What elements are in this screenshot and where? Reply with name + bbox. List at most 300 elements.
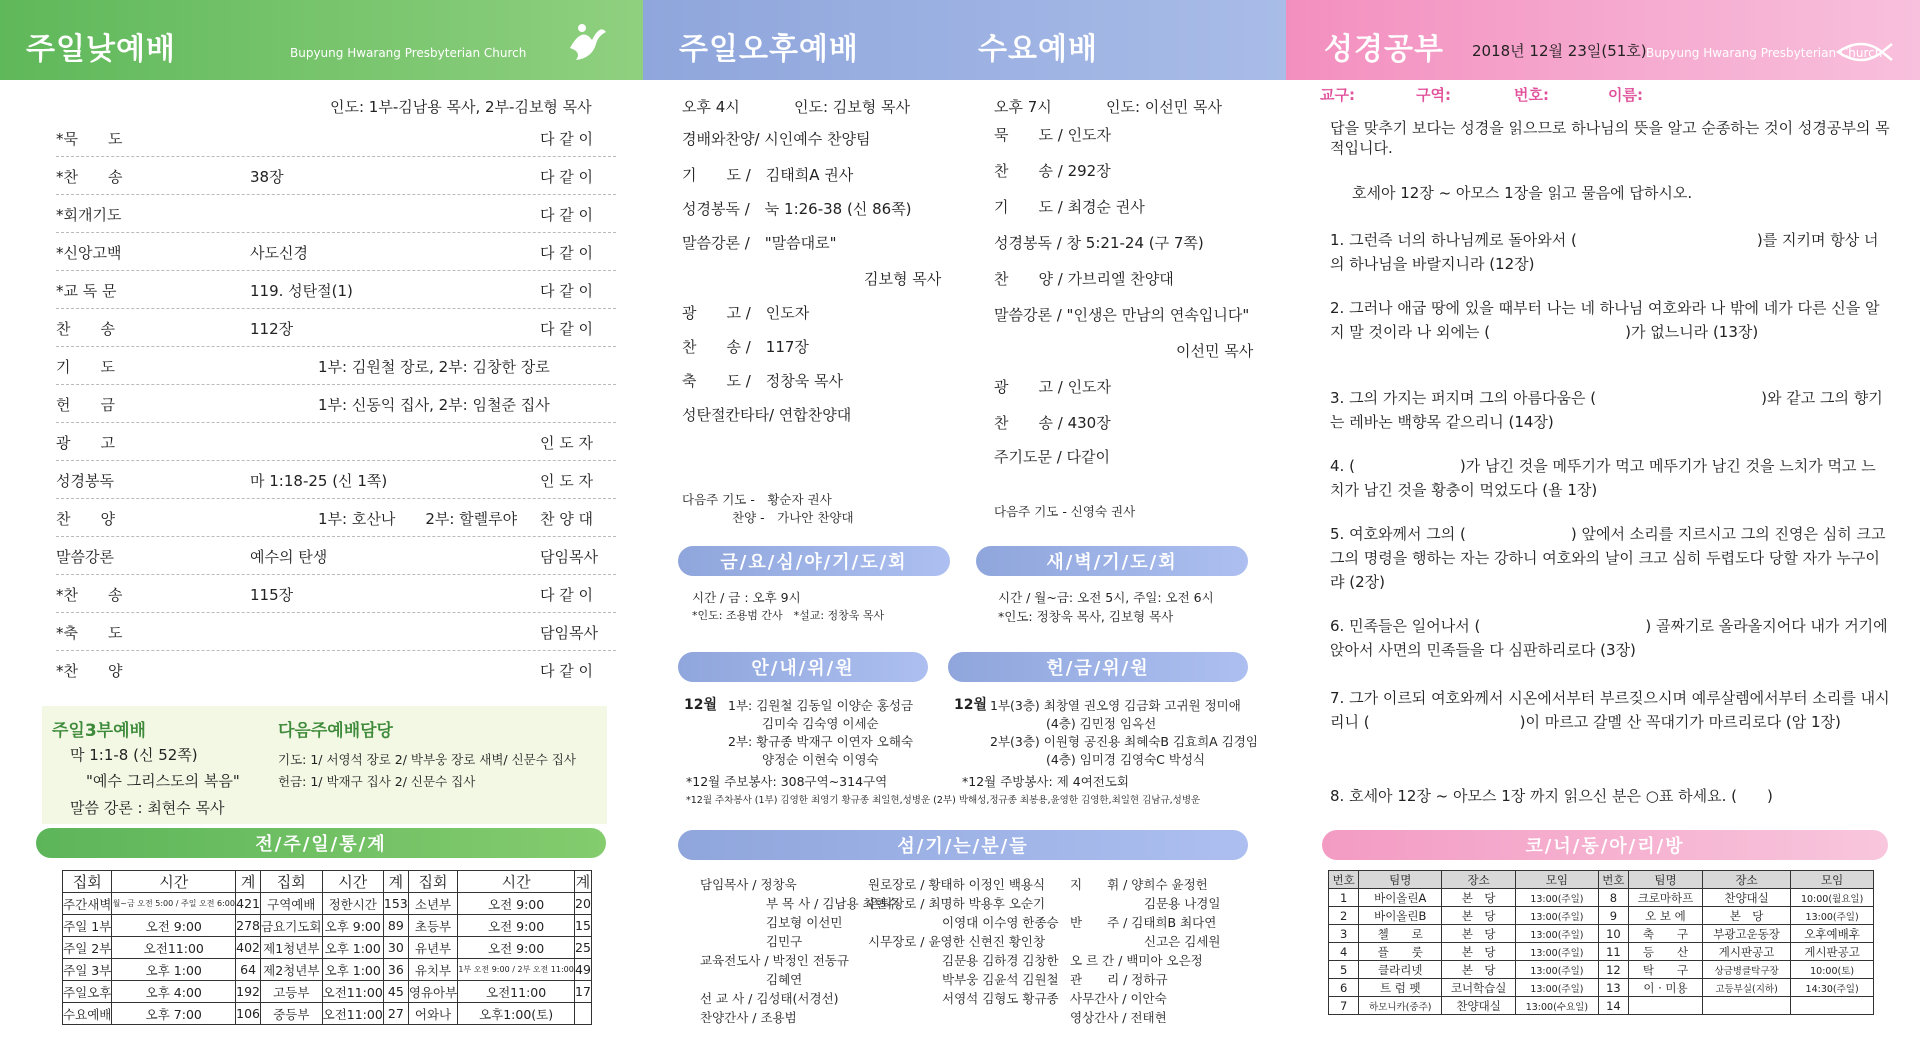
offering-line: (4층) 김민정 임옥선 <box>1046 716 1157 731</box>
order-item-name: 말씀강론 <box>56 548 114 566</box>
corner-header: 팀명 <box>1359 871 1442 889</box>
attendance-header: 집회 <box>63 871 112 893</box>
third-service-preacher: 말씀 강론 : 최현수 목사 <box>70 799 225 817</box>
bible-banner <box>1286 0 1920 80</box>
staff-line: 박부웅 김윤석 김원철 <box>942 972 1059 987</box>
attendance-cell: 오후 1:00 <box>322 937 383 959</box>
next-week-prayer: 기도: 1/ 서영석 장로 2/ 박부웅 장로 새벽/ 신문수 집사 <box>278 752 576 767</box>
attendance-cell: 153 <box>383 893 408 915</box>
attendance-cell: 오후 9:00 <box>322 915 383 937</box>
guide-line: 1부: 김원철 김동일 이양순 홍성금 <box>728 698 914 713</box>
friday-prayer-time: 시간 / 금 : 오후 9시 <box>692 590 801 605</box>
bible-question: 7. 그가 이르되 여호와께서 시온에서부터 부르짖으시며 예루살렘에서부터 소리를 내시리니 ( )이 마르고 갈멜 산 꼭대기가 마르리로다 (암 1장) <box>1330 689 1890 731</box>
bible-question: 4. ( )가 남긴 것을 메뚜기가 먹고 메뚜기가 남긴 것을 느치가 먹고 느치가 남긴 것을 황충이 먹었도다 (욜 1장) <box>1330 457 1876 499</box>
attendance-header: 계 <box>236 871 261 893</box>
attendance-cell: 오전 9:00 <box>458 937 575 959</box>
bible-field-label: 구역: <box>1416 86 1451 104</box>
morning-title: 주일낮예배 <box>26 32 176 67</box>
attendance-header: 시간 <box>458 871 575 893</box>
order-divider <box>56 194 616 195</box>
attendance-header: 계 <box>383 871 408 893</box>
staff-line: 김민구 <box>766 934 803 949</box>
guide-line: 김미숙 김숙영 이세순 <box>762 716 879 731</box>
afternoon-item: 말씀강론 / "말씀대로" <box>682 234 837 252</box>
staff-line: 관 리 / 정하규 <box>1070 972 1168 987</box>
attendance-cell: 421 <box>236 893 261 915</box>
bible-field-label: 번호: <box>1514 86 1549 104</box>
bulletin-service: *12월 주보봉사: 308구역~314구역 <box>686 774 888 789</box>
corner-row <box>1329 979 1874 997</box>
order-item-person: 다 같 이 <box>540 206 594 224</box>
attendance-cell: 17 <box>575 981 592 1003</box>
attendance-cell: 오후 1:00 <box>112 959 236 981</box>
staff-line: 지 휘 / 양희수 윤정헌 <box>1070 877 1208 892</box>
attendance-cell: 오전11:00 <box>322 1003 383 1025</box>
attendance-cell: 25 <box>575 937 592 959</box>
corner-cell: 13:00(주일) <box>1791 907 1874 925</box>
order-divider <box>56 498 616 499</box>
wednesday-item: 이선민 목사 <box>1176 342 1254 360</box>
afternoon-item: 김보형 목사 <box>864 270 942 288</box>
order-divider <box>56 422 616 423</box>
attendance-cell: 제1청년부 <box>261 937 323 959</box>
attendance-cell: 주일 3부 <box>63 959 112 981</box>
corner-cell <box>1791 997 1874 1015</box>
corner-cell: 10:00(토) <box>1791 961 1874 979</box>
attendance-cell: 오후 1:00 <box>322 959 383 981</box>
staff-line: 원로장로 / 황태하 이정인 백용식 <box>868 877 1046 892</box>
next-week-offering: 헌금: 1/ 박재구 집사 2/ 신문수 집사 <box>278 774 476 789</box>
guide-title: 안/내/위/원 <box>678 652 928 682</box>
attendance-cell: 20 <box>575 893 592 915</box>
bible-question: 6. 민족들은 일어나서 ( ) 골짜기로 올라올지어다 내가 거기에 앉아서 사면의 민족들을 다 심판하리로다 (3장) <box>1330 617 1888 659</box>
morning-banner <box>0 0 643 80</box>
attendance-row <box>63 959 592 981</box>
staff-title: 섬/기/는/분/들 <box>678 830 1248 860</box>
order-item-detail: 1부: 신동익 집사, 2부: 임철준 집사 <box>318 396 550 414</box>
staff-line: 김혜연 <box>766 972 803 987</box>
bible-intro: 답을 맞추기 보다는 성경을 읽으므로 하나님의 뜻을 알고 순종하는 것이 성경공부의 목적입니다. <box>1330 119 1890 157</box>
order-item-detail: 119. 성탄절(1) <box>250 282 353 300</box>
bible-question: 5. 여호와께서 그의 ( ) 앞에서 소리를 지르시고 그의 진영은 심히 크고 그의 명령을 행하는 자는 강하니 여호와의 날이 크고 심히 두렵도다 당할 자가 누구이랴 (2장) <box>1330 525 1886 591</box>
afternoon-next-praise: 찬양 - 가나안 찬양대 <box>732 510 854 525</box>
attendance-cell: 오전 9:00 <box>458 893 575 915</box>
attendance-row <box>63 893 592 915</box>
wednesday-item: 주기도문 / 다같이 <box>994 448 1111 466</box>
wednesday-title: 수요예배 <box>978 32 1098 67</box>
guide-month: 12월 <box>684 697 718 713</box>
afternoon-item: 성경봉독 / 눅 1:26-38 (신 86쪽) <box>682 200 912 218</box>
attendance-cell: 49 <box>575 959 592 981</box>
corner-cell: 고등부실(지하) <box>1702 979 1790 997</box>
attendance-cell: 36 <box>383 959 408 981</box>
attendance-cell: 초등부 <box>408 915 457 937</box>
attendance-header: 시간 <box>322 871 383 893</box>
afternoon-title: 주일오후예배 <box>679 32 859 67</box>
corner-cell <box>1629 997 1703 1015</box>
order-item-person: 찬 양 대 <box>540 510 594 528</box>
staff-line: 김문용 나경일 <box>1144 896 1221 911</box>
attendance-title: 전/주/일/통/계 <box>36 828 606 858</box>
afternoon-leader: 인도: 김보형 목사 <box>794 98 911 116</box>
attendance-cell: 유치부 <box>408 959 457 981</box>
corner-cell: 13:00(주일) <box>1516 925 1599 943</box>
order-item-name: *찬 양 <box>56 662 123 680</box>
offering-line: 1부(3층) 최창열 권오영 김금화 고귀원 정미애 <box>990 698 1241 713</box>
order-item-person: 담임목사 <box>540 548 598 566</box>
bible-field-label: 이름: <box>1608 86 1643 104</box>
corner-cell: 축 구 <box>1629 925 1703 943</box>
order-item-person: 다 같 이 <box>540 586 594 604</box>
dove-icon <box>562 18 612 68</box>
corner-cell: 코너학습실 <box>1442 979 1516 997</box>
order-divider <box>56 460 616 461</box>
staff-line: 이영대 이수영 한종승 <box>942 915 1059 930</box>
attendance-cell: 45 <box>383 981 408 1003</box>
order-item-name: 헌 금 <box>56 396 115 414</box>
order-item-name: *신앙고백 <box>56 244 122 262</box>
attendance-cell: 27 <box>383 1003 408 1025</box>
corner-cell: 6 <box>1329 979 1359 997</box>
afternoon-time: 오후 4시 <box>682 98 740 116</box>
attendance-cell: 영유아부 <box>408 981 457 1003</box>
order-item-detail: 112장 <box>250 320 294 338</box>
corner-header: 모임 <box>1516 871 1599 889</box>
order-divider <box>56 308 616 309</box>
corner-cell: 본 당 <box>1442 889 1516 907</box>
corner-cell <box>1702 997 1790 1015</box>
attendance-header: 계 <box>575 871 592 893</box>
afternoon-item: 성탄절칸타타/ 연합찬양대 <box>682 406 852 424</box>
corner-cell: 13 <box>1598 979 1628 997</box>
attendance-cell: 중등부 <box>261 1003 323 1025</box>
order-item-name: 기 도 <box>56 358 115 376</box>
corner-cell: 3 <box>1329 925 1359 943</box>
offering-month: 12월 <box>954 697 988 713</box>
guide-line: 양정순 이현숙 이영숙 <box>762 752 879 767</box>
corner-row <box>1329 997 1874 1015</box>
parking-service: *12월 주차봉사 (1부) 김영한 최영기 황규종 최일현,성병운 (2부) 박해성,정규종 최봉용,윤영한 김영한,최일현 김남규,성병운 <box>686 795 1201 806</box>
corner-row <box>1329 943 1874 961</box>
order-item-person: 다 같 이 <box>540 130 594 148</box>
order-item-person: 다 같 이 <box>540 662 594 680</box>
corner-cell: 본 당 <box>1442 943 1516 961</box>
attendance-cell <box>575 1003 592 1025</box>
offering-line: (4층) 임미경 김영숙C 박성식 <box>1046 752 1206 767</box>
attendance-cell: 오후1:00(토) <box>458 1003 575 1025</box>
attendance-cell: 구역예배 <box>261 893 323 915</box>
corner-header: 번호 <box>1598 871 1628 889</box>
staff-line: 김문용 김하경 김창한 <box>942 953 1059 968</box>
attendance-cell: 오전11:00 <box>112 937 236 959</box>
corner-cell: 12 <box>1598 961 1628 979</box>
wednesday-time: 오후 7시 <box>994 98 1052 116</box>
afternoon-next-prayer: 다음주 기도 - 황순자 권사 <box>682 492 832 507</box>
attendance-cell: 1부 오전 9:00 / 2부 오전 11:00 <box>458 959 575 981</box>
attendance-cell: 주일 1부 <box>63 915 112 937</box>
staff-line: 영상간사 / 전태현 <box>1070 1010 1167 1025</box>
attendance-cell: 고등부 <box>261 981 323 1003</box>
afternoon-item: 찬 송 / 117장 <box>682 338 809 356</box>
order-divider <box>56 270 616 271</box>
wednesday-next-prayer: 다음주 기도 - 신영숙 권사 <box>994 504 1136 519</box>
fish-icon <box>1834 40 1894 64</box>
corner-cell: 13:00(주일) <box>1516 979 1599 997</box>
attendance-cell: 278 <box>236 915 261 937</box>
corner-cell: 찬양대실 <box>1442 997 1516 1015</box>
attendance-cell: 64 <box>236 959 261 981</box>
attendance-cell: 주일 2부 <box>63 937 112 959</box>
bible-question: 8. 호세아 12장 ~ 아모스 1장 까지 읽으신 분은 ○표 하세요. ( ) <box>1330 787 1773 805</box>
staff-line: 서영석 김형도 황규종 <box>942 991 1059 1006</box>
attendance-row <box>63 937 592 959</box>
attendance-cell: 제2청년부 <box>261 959 323 981</box>
attendance-cell: 192 <box>236 981 261 1003</box>
wednesday-item: 찬 송 / 430장 <box>994 414 1111 432</box>
corner-cell: 바이올린B <box>1359 907 1442 925</box>
attendance-row <box>63 981 592 1003</box>
corner-cell: 이 · 미용 <box>1629 979 1703 997</box>
attendance-cell: 106 <box>236 1003 261 1025</box>
order-item-name: *교 독 문 <box>56 282 117 300</box>
kitchen-service: *12월 주방봉사: 제 4여전도회 <box>962 774 1129 789</box>
staff-line: 부 목 사 / 김남용 최현수 <box>766 896 899 911</box>
corner-cell: 등 산 <box>1629 943 1703 961</box>
attendance-cell: 오전11:00 <box>458 981 575 1003</box>
staff-line: 사무간사 / 이안숙 <box>1070 991 1167 1006</box>
next-week-title: 다음주예배담당 <box>278 721 393 741</box>
order-item-person: 다 같 이 <box>540 282 594 300</box>
bible-question: 1. 그런즉 너의 하나님께로 돌아와서 ( )를 지키며 항상 너의 하나님을 바랄지니라 (12장) <box>1330 231 1879 273</box>
attendance-cell: 주간새벽 <box>63 893 112 915</box>
order-item-name: *회개기도 <box>56 206 122 224</box>
corner-row <box>1329 889 1874 907</box>
corner-cell: 13:00(주일) <box>1516 907 1599 925</box>
order-item-name: 찬 양 <box>56 510 115 528</box>
attendance-cell: 유년부 <box>408 937 457 959</box>
corner-cell: 13:00(주일) <box>1516 961 1599 979</box>
order-item-name: *축 도 <box>56 624 123 642</box>
wednesday-item: 찬 양 / 가브리엘 찬양대 <box>994 270 1174 288</box>
bible-title: 성경공부 <box>1324 32 1444 67</box>
order-item-detail: 38장 <box>250 168 284 186</box>
corner-cell: 트 럼 펫 <box>1359 979 1442 997</box>
staff-line: 신고은 김세원 <box>1144 934 1221 949</box>
corner-cell: 13:00(수요일) <box>1516 997 1599 1015</box>
corner-table <box>1328 870 1874 1015</box>
staff-line: 교육전도사 / 박정인 전동규 <box>700 953 849 968</box>
order-divider <box>56 612 616 613</box>
order-item-name: 찬 송 <box>56 320 115 338</box>
staff-line: 은퇴장로 / 최명하 박용후 오순기 <box>868 896 1046 911</box>
attendance-header: 시간 <box>112 871 236 893</box>
attendance-cell: 오후 4:00 <box>112 981 236 1003</box>
order-item-detail: 사도신경 <box>250 244 308 262</box>
church-name: Bupyung Hwarang Presbyterian Church <box>290 46 527 60</box>
order-item-person: 인 도 자 <box>540 472 594 490</box>
staff-line: 오 르 간 / 백미아 오은정 <box>1070 953 1203 968</box>
dawn-prayer-title: 새/벽/기/도/회 <box>976 546 1248 576</box>
corner-cell: 9 <box>1598 907 1628 925</box>
attendance-row <box>63 915 592 937</box>
attendance-cell: 수요예배 <box>63 1003 112 1025</box>
third-service-sermon: "예수 그리스도의 복음" <box>86 772 240 790</box>
offering-line: 2부(3층) 이원형 공진용 최혜숙B 김효희A 김경임 <box>990 734 1258 749</box>
corner-cell: 본 당 <box>1442 907 1516 925</box>
corner-cell: 찬양대실 <box>1702 889 1790 907</box>
corner-cell: 게시판공고 <box>1702 943 1790 961</box>
order-divider <box>56 574 616 575</box>
order-item-person: 담임목사 <box>540 624 598 642</box>
order-item-person: 다 같 이 <box>540 320 594 338</box>
attendance-cell: 30 <box>383 937 408 959</box>
corner-cell: 11 <box>1598 943 1628 961</box>
staff-line: 찬양간사 / 조용범 <box>700 1010 797 1025</box>
order-divider <box>56 346 616 347</box>
third-service-passage: 막 1:1-8 (신 52쪽) <box>70 746 198 764</box>
corner-cell: 10:00(월요일) <box>1791 889 1874 907</box>
afternoon-banner <box>643 0 1286 80</box>
corner-cell: 2 <box>1329 907 1359 925</box>
order-divider <box>56 536 616 537</box>
afternoon-item: 기 도 / 김태희A 권사 <box>682 166 854 184</box>
corner-cell: 크로마하프 <box>1629 889 1703 907</box>
order-item-detail: 예수의 탄생 <box>250 548 328 566</box>
attendance-header: 집회 <box>261 871 323 893</box>
attendance-row <box>63 1003 592 1025</box>
order-item-person: 다 같 이 <box>540 244 594 262</box>
order-item-detail: 1부: 호산나 2부: 할렐루야 <box>318 510 518 528</box>
dawn-prayer-time: 시간 / 월~금: 오전 5시, 주일: 오전 6시 <box>998 590 1214 605</box>
attendance-cell: 소년부 <box>408 893 457 915</box>
order-divider <box>56 232 616 233</box>
corner-cell: 탁 구 <box>1629 961 1703 979</box>
wednesday-item: 광 고 / 인도자 <box>994 378 1112 396</box>
order-item-detail: 1부: 김원철 장로, 2부: 김창한 장로 <box>318 358 550 376</box>
church-name-right: Bupyung Hwarang Presbyterian Church <box>1646 46 1883 60</box>
afternoon-item: 경배와찬양/ 시인예수 찬양팀 <box>682 130 871 148</box>
corner-header: 번호 <box>1329 871 1359 889</box>
bible-question: 3. 그의 가지는 퍼지며 그의 아름다움은 ( )와 같고 그의 향기는 레바논 백향목 같으리니 (14장) <box>1330 389 1883 431</box>
corner-cell: 본 당 <box>1702 907 1790 925</box>
order-item-name: 광 고 <box>56 434 115 452</box>
order-item-detail: 115장 <box>250 586 294 604</box>
attendance-cell: 89 <box>383 915 408 937</box>
offering-committee-title: 헌/금/위/원 <box>948 652 1248 682</box>
wednesday-item: 성경봉독 / 창 5:21-24 (구 7쪽) <box>994 234 1204 252</box>
attendance-cell: 오전 9:00 <box>112 915 236 937</box>
corner-cell: 플 룻 <box>1359 943 1442 961</box>
attendance-cell: 오전11:00 <box>322 981 383 1003</box>
attendance-cell: 월~금 오전 5:00 / 주일 오전 6:00 <box>112 893 236 915</box>
corner-cell: 부광고운동장 <box>1702 925 1790 943</box>
wednesday-item: 찬 송 / 292장 <box>994 162 1111 180</box>
wednesday-item: 말씀강론 / "인생은 만남의 연속입니다" <box>994 306 1250 324</box>
morning-leaders: 인도: 1부-김남용 목사, 2부-김보형 목사 <box>330 98 592 116</box>
order-item-detail: 마 1:18-25 (신 1쪽) <box>250 472 388 490</box>
corner-cell: 1 <box>1329 889 1359 907</box>
attendance-cell: 주일오후 <box>63 981 112 1003</box>
wednesday-item: 기 도 / 최경순 권사 <box>994 198 1145 216</box>
attendance-cell: 금요기도회 <box>261 915 323 937</box>
guide-line: 2부: 황규종 박재구 이연자 오해숙 <box>728 734 914 749</box>
corner-cell: 오 보 에 <box>1629 907 1703 925</box>
corner-cell: 첼 로 <box>1359 925 1442 943</box>
corner-cell: 하모니카(중주) <box>1359 997 1442 1015</box>
order-divider <box>56 384 616 385</box>
corner-header: 모임 <box>1791 871 1874 889</box>
attendance-cell: 오전 9:00 <box>458 915 575 937</box>
afternoon-item: 광 고 / 인도자 <box>682 304 810 322</box>
corner-row <box>1329 907 1874 925</box>
corner-cell: 14:30(주일) <box>1791 979 1874 997</box>
corner-title: 코/너/동/아/리/방 <box>1322 830 1888 860</box>
corner-cell: 4 <box>1329 943 1359 961</box>
staff-line: 김보형 이선민 <box>766 915 843 930</box>
staff-line: 담임목사 / 정창욱 <box>700 877 797 892</box>
corner-cell: 13:00(주일) <box>1516 889 1599 907</box>
corner-cell: 게시판공고 <box>1791 943 1874 961</box>
corner-cell: 8 <box>1598 889 1628 907</box>
order-item-person: 다 같 이 <box>540 168 594 186</box>
order-divider <box>56 156 616 157</box>
order-divider <box>56 650 616 651</box>
order-item-person: 인 도 자 <box>540 434 594 452</box>
corner-cell: 오후예배후 <box>1791 925 1874 943</box>
corner-row <box>1329 925 1874 943</box>
order-item-name: *찬 송 <box>56 168 123 186</box>
corner-cell: 14 <box>1598 997 1628 1015</box>
corner-cell: 13:00(주일) <box>1516 943 1599 961</box>
corner-cell: 7 <box>1329 997 1359 1015</box>
attendance-table <box>62 870 592 1025</box>
order-item-name: *묵 도 <box>56 130 123 148</box>
attendance-cell: 어와나 <box>408 1003 457 1025</box>
staff-line: 반 주 / 김태희B 최다연 <box>1070 915 1217 930</box>
attendance-cell: 정한시간 <box>322 893 383 915</box>
corner-cell: 10 <box>1598 925 1628 943</box>
corner-header: 장소 <box>1702 871 1790 889</box>
dawn-prayer-people: *인도: 정창욱 목사, 김보형 목사 <box>998 609 1174 624</box>
corner-row <box>1329 961 1874 979</box>
wednesday-item: 묵 도 / 인도자 <box>994 126 1112 144</box>
bible-question: 2. 그러나 애굽 땅에 있을 때부터 나는 네 하나님 여호와라 나 밖에 네가 다른 신을 알지 말 것이라 나 외에는 ( )가 없느니라 (13장) <box>1330 299 1880 341</box>
corner-cell: 본 당 <box>1442 961 1516 979</box>
corner-cell: 상금병클탁구장 <box>1702 961 1790 979</box>
corner-cell: 바이올린A <box>1359 889 1442 907</box>
attendance-header: 집회 <box>408 871 457 893</box>
corner-header: 장소 <box>1442 871 1516 889</box>
corner-header: 팀명 <box>1629 871 1703 889</box>
afternoon-item: 축 도 / 정창욱 목사 <box>682 372 844 390</box>
bible-instruction: 호세아 12장 ~ 아모스 1장을 읽고 물음에 답하시오. <box>1352 184 1693 202</box>
attendance-cell: 15 <box>575 915 592 937</box>
order-item-name: *찬 송 <box>56 586 123 604</box>
third-service-title: 주일3부예배 <box>52 721 146 741</box>
corner-cell: 5 <box>1329 961 1359 979</box>
attendance-cell: 402 <box>236 937 261 959</box>
staff-line: 시무장로 / 윤영한 신현진 황인창 <box>868 934 1046 949</box>
friday-prayer-people: *인도: 조용범 간사 *설교: 정창욱 목사 <box>692 609 885 622</box>
issue-date: 2018년 12월 23일(51호) <box>1472 42 1647 60</box>
attendance-cell: 오후 7:00 <box>112 1003 236 1025</box>
staff-line: 선 교 사 / 김성태(서경선) <box>700 991 839 1006</box>
friday-prayer-title: 금/요/심/야/기/도/회 <box>678 546 950 576</box>
corner-cell: 클라리넷 <box>1359 961 1442 979</box>
corner-cell: 본 당 <box>1442 925 1516 943</box>
bible-field-label: 교구: <box>1320 86 1355 104</box>
wednesday-leader: 인도: 이선민 목사 <box>1106 98 1223 116</box>
